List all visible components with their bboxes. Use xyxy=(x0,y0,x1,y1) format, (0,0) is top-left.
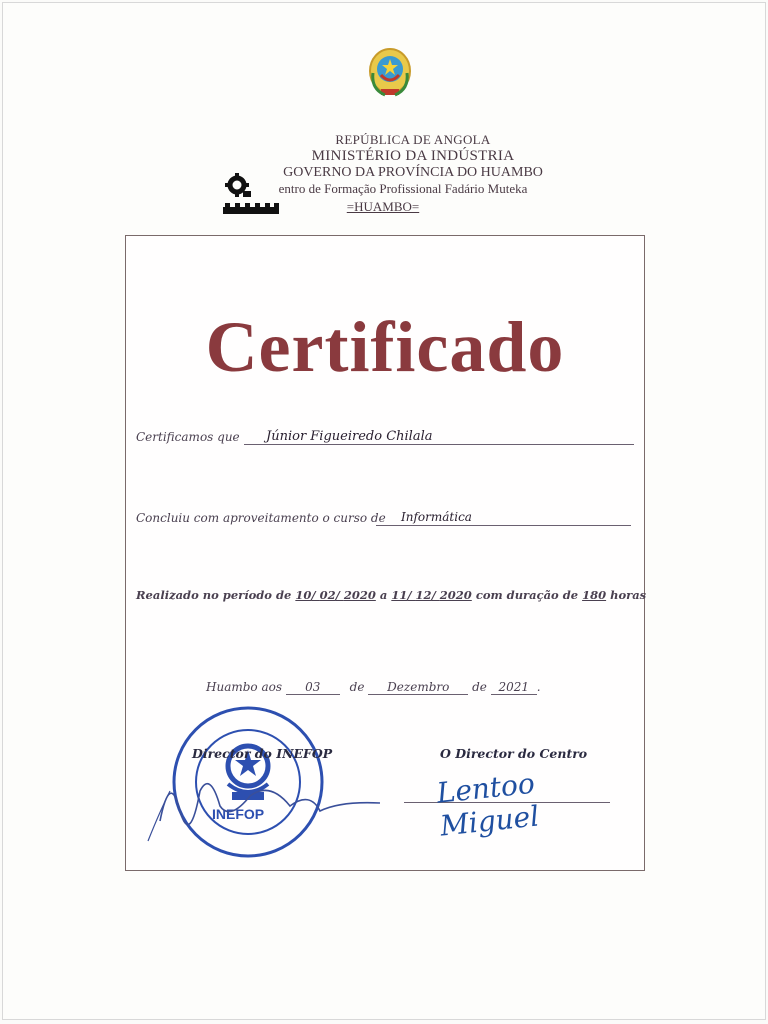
course-label: Concluiu com aproveitamento o curso de xyxy=(136,511,386,525)
to-label: a xyxy=(379,588,388,602)
issue-row xyxy=(206,680,541,695)
period-row xyxy=(136,588,646,602)
header-ministry: MINISTÉRIO DA INDÚSTRIA xyxy=(311,148,515,164)
certificate-title: Certificado xyxy=(205,307,565,387)
issue-year: 2021 xyxy=(491,680,537,695)
hours-label: horas xyxy=(610,588,647,602)
header-city: =HUAMBO= xyxy=(346,199,420,214)
end-month: 12 xyxy=(415,588,432,602)
end-year: 2020 xyxy=(439,588,472,602)
end-date: 11/ 12/ 2020 xyxy=(391,588,472,602)
angola-emblem-icon xyxy=(367,45,413,105)
student-name: Júnior Figueiredo Chilala xyxy=(266,429,433,444)
issue-day: 03 xyxy=(286,680,340,695)
start-day: 10 xyxy=(295,588,312,602)
course-underline xyxy=(376,525,631,526)
issue-month: Dezembro xyxy=(368,680,468,695)
left-signatory-title: Director do INEFOP xyxy=(192,746,333,761)
gear-logo-icon xyxy=(223,173,281,219)
place-label: Huambo aos xyxy=(206,680,282,694)
certificate-frame xyxy=(125,235,645,871)
end-day: 11 xyxy=(391,588,408,602)
certify-label: Certificamos que xyxy=(136,430,240,444)
left-signature-icon xyxy=(140,751,390,846)
duration-label: com duração de xyxy=(475,588,579,602)
issue-period-mark: . xyxy=(536,680,541,694)
header-government: GOVERNO DA PROVÍNCIA DO HUAMBO xyxy=(283,165,543,180)
stamp-label: INEFOP xyxy=(212,806,265,822)
header-republic: REPÚBLICA DE ANGOLA xyxy=(335,132,491,147)
start-date: 10/ 02/ 2020 xyxy=(295,588,376,602)
certificate-page xyxy=(2,2,766,1020)
period-label: Realizado no período de xyxy=(136,588,292,602)
start-year: 2020 xyxy=(343,588,376,602)
header-centre: entro de Formação Profissional Fadário Muteka xyxy=(278,181,528,196)
de-label-2: de xyxy=(472,680,487,694)
start-month: 02 xyxy=(319,588,336,602)
right-signatory-title: O Director do Centro xyxy=(440,746,588,761)
duration-value: 180 xyxy=(582,588,607,602)
name-underline xyxy=(244,444,634,445)
de-label-1: de xyxy=(349,680,365,694)
right-signature: Lentoo Miguel xyxy=(435,766,541,843)
course-name: Informática xyxy=(401,510,472,524)
